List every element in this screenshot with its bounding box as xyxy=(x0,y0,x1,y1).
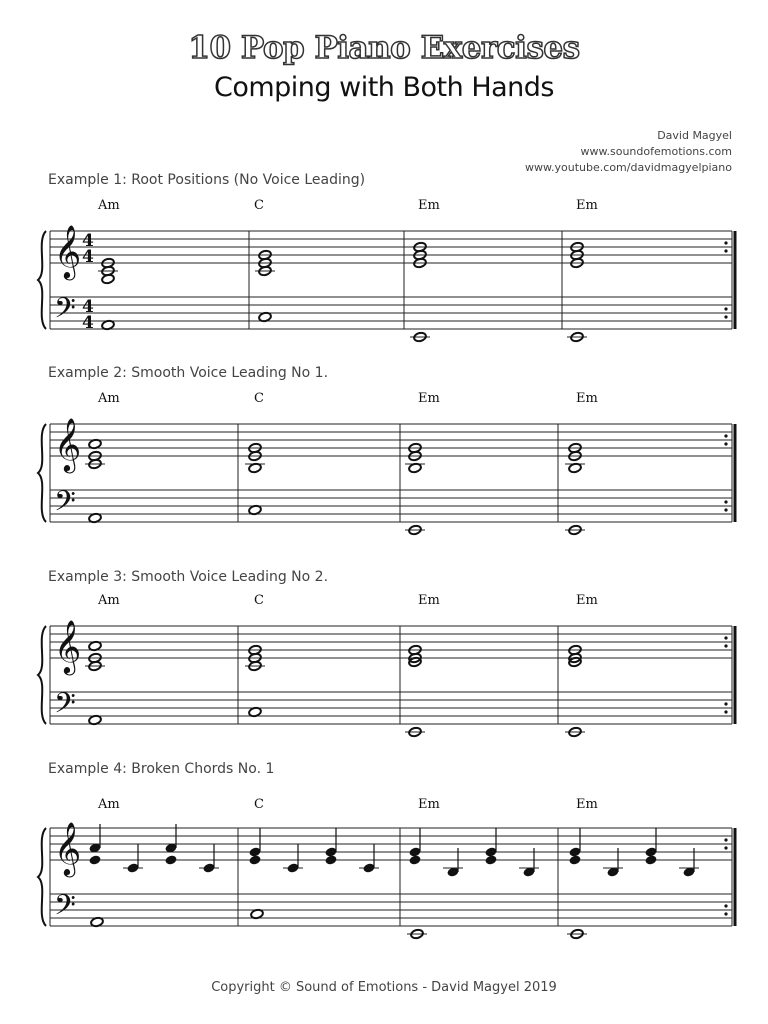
chord-symbol: C xyxy=(254,391,264,406)
grand-staff-example-2 xyxy=(0,388,768,538)
chord-symbol: Am xyxy=(98,797,120,812)
repeat-dot xyxy=(724,846,727,849)
chord-symbol: Em xyxy=(418,797,440,812)
treble-clef-icon: 𝄞 xyxy=(54,619,82,673)
page-subtitle: Comping with Both Hands xyxy=(213,72,554,103)
brace xyxy=(38,231,46,329)
repeat-dot xyxy=(724,702,727,705)
brace xyxy=(38,424,46,522)
grand-staff-example-3 xyxy=(0,590,768,740)
repeat-dot xyxy=(724,636,727,639)
chord-symbol: Am xyxy=(98,198,120,213)
repeat-dot xyxy=(724,904,727,907)
repeat-dot xyxy=(724,434,727,437)
repeat-dot xyxy=(724,442,727,445)
brace xyxy=(38,626,46,724)
treble-quarter-note xyxy=(88,854,101,865)
page-title: 10 Pop Piano Exercises xyxy=(188,30,580,66)
example-1-label: Example 1: Root Positions (No Voice Leading) xyxy=(48,172,366,188)
brace xyxy=(38,828,46,926)
treble-clef-icon: 𝄞 xyxy=(54,417,82,471)
chord-symbol: Em xyxy=(576,391,598,406)
author-website: www.soundofemotions.com xyxy=(580,145,732,158)
treble-clef-icon: 𝄞 xyxy=(54,224,82,278)
repeat-dot xyxy=(724,500,727,503)
chord-symbol: Am xyxy=(98,593,120,608)
bass-clef-icon: 𝄢 xyxy=(54,292,76,332)
chord-symbol: C xyxy=(254,797,264,812)
bass-time-sig-top: 4 xyxy=(82,297,94,317)
repeat-dot xyxy=(724,644,727,647)
grand-staff-example-1 xyxy=(0,195,768,345)
author-block xyxy=(525,128,732,176)
chord-symbol: C xyxy=(254,593,264,608)
repeat-dot xyxy=(724,241,727,244)
chord-symbol: Em xyxy=(576,593,598,608)
chord-symbol: Em xyxy=(576,198,598,213)
repeat-dot xyxy=(724,710,727,713)
repeat-dot xyxy=(724,315,727,318)
chord-symbol: Em xyxy=(418,198,440,213)
example-3-label: Example 3: Smooth Voice Leading No 2. xyxy=(48,569,329,585)
repeat-dot xyxy=(724,307,727,310)
repeat-dot xyxy=(724,912,727,915)
bass-clef-icon: 𝄢 xyxy=(54,889,76,929)
repeat-dot xyxy=(724,249,727,252)
author-name: David Magyel xyxy=(657,129,732,142)
treble-quarter-note xyxy=(164,854,177,865)
bass-clef-icon: 𝄢 xyxy=(54,687,76,727)
chord-symbol: Em xyxy=(576,797,598,812)
chord-symbol: Em xyxy=(418,391,440,406)
chord-symbol: Em xyxy=(418,593,440,608)
chord-symbol: Am xyxy=(98,391,120,406)
treble-time-sig-top: 4 xyxy=(82,231,94,251)
copyright-footer: Copyright © Sound of Emotions - David Magyel 2019 xyxy=(211,980,557,995)
treble-clef-icon: 𝄞 xyxy=(54,821,82,875)
grand-staff-example-4 xyxy=(0,792,768,942)
example-2-label: Example 2: Smooth Voice Leading No 1. xyxy=(48,365,329,381)
repeat-dot xyxy=(724,838,727,841)
example-4-label: Example 4: Broken Chords No. 1 xyxy=(48,761,275,777)
bass-clef-icon: 𝄢 xyxy=(54,485,76,525)
treble-time-sig-bottom: 4 xyxy=(82,247,94,267)
chord-symbol: C xyxy=(254,198,264,213)
author-youtube: www.youtube.com/davidmagyelpiano xyxy=(525,161,732,174)
repeat-dot xyxy=(724,508,727,511)
bass-time-sig-bottom: 4 xyxy=(82,313,94,333)
